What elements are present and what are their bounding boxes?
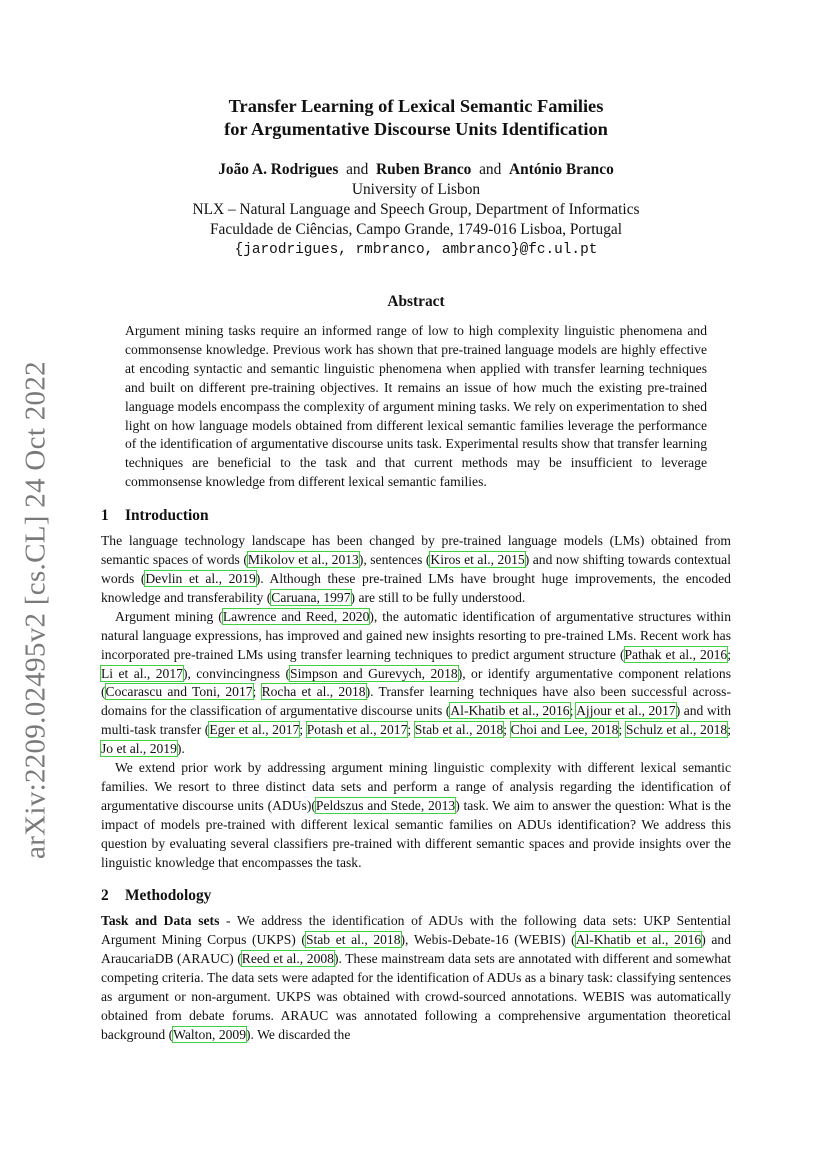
text-run: ; (503, 722, 511, 738)
text-run: ), sentences ( (358, 552, 431, 568)
citation-link[interactable]: Cocarascu and Toni, 2017 (105, 684, 253, 700)
text-run: ; (252, 684, 262, 700)
section-heading-methodology (101, 886, 731, 906)
text-run: ; (727, 646, 731, 662)
citation-link[interactable]: Choi and Lee, 2018 (510, 722, 619, 738)
text-run: ; (299, 722, 307, 738)
author-conjunction-1: and (346, 161, 369, 178)
citation-link[interactable]: Reed et al., 2008 (241, 951, 334, 967)
citation-link[interactable]: Li et al., 2017 (101, 665, 183, 681)
citation-link[interactable]: Rocha et al., 2018 (261, 684, 366, 700)
citation-link[interactable]: Walton, 2009 (173, 1026, 247, 1042)
text-run: ; (727, 722, 731, 738)
abstract-text: Argument mining tasks require an informed range of low to high complexity linguistic phenomena and commonsense knowledge. Previous work has shown that pre-trained language models are highly effective at encoding syntactic and semantic linguistic phenomena when applied with transfer learning techniques and built on different pre-training objectives. It remains an issue of how much the existing pre-trained language models encompass the complexity of argument mining tasks. We rely on experimentation to shed light on how language models obtained from different lexical semantic families leverage the performance of the identification of argumentative discourse units task. Experimental results show that transfer learning techniques are beneficial to the task and that current methods may be insufficient to leverage commonsense knowledge from different lexical semantic families. (125, 323, 707, 490)
arxiv-identifier: arXiv:2209.02495v2 [cs.CL] 24 Oct 2022 (19, 361, 52, 859)
author-2: Ruben Branco (376, 161, 472, 178)
text-run: ), convincingness ( (182, 665, 291, 681)
text-run: ). We discarded the (246, 1026, 351, 1042)
citation-link[interactable]: Mikolov et al., 2013 (247, 552, 359, 568)
citation-link[interactable]: Peldszus and Stede, 2013 (315, 797, 456, 813)
citation-link[interactable]: Kiros et al., 2015 (430, 552, 525, 568)
author-conjunction-2: and (479, 161, 502, 178)
text-run: ) and now shifting towards contextual words ( (101, 552, 731, 586)
citation-link[interactable]: Pathak et al., 2016 (624, 646, 728, 662)
text-run: ). These mainstream data sets are annotated with different and somewhat competing criteria. The data sets were adapted for the identification of ADUs as a binary task: classifying sentences as argument or non-argument. UKPS was obtained with crowd-sourced annotations. WEBIS was automatically obtained from debate forums. ARAUC was annotated following a comprehensive argumentation theoretical background ( (101, 951, 731, 1042)
affiliation-group: NLX – Natural Language and Speech Group, Department of Informatics (192, 201, 640, 218)
citation-link[interactable]: Stab et al., 2018 (414, 722, 504, 738)
text-run: ), or identify argumentative component relations ( (101, 665, 731, 700)
citation-link[interactable]: Caruana, 1997 (271, 589, 351, 605)
section-heading-introduction (101, 506, 731, 526)
text-run: We extend prior work by addressing argument mining linguistic complexity with different lexical semantic families. We resort to three distinct data sets and perform a range of analysis regarding the identification of argumentative discourse units (ADUs)( (101, 760, 731, 813)
author-3: António Branco (509, 161, 614, 178)
intro-paragraph-1 (101, 532, 731, 608)
text-run: ). Although these pre-trained LMs have brought huge improvements, the encoded knowledge and transferability ( (101, 570, 731, 605)
text-run: - We address the identification of ADUs with the following data sets: UKP Sentential Argument Mining Corpus (UKPS) ( (101, 913, 731, 948)
author-list (101, 160, 731, 180)
section-title: Introduction (125, 507, 209, 525)
section-title: Methodology (125, 887, 212, 905)
citation-link[interactable]: Al-Khatib et al., 2016 (575, 932, 702, 948)
citation-link[interactable]: Jo et al., 2019 (101, 741, 177, 757)
intro-paragraph-2 (101, 608, 731, 759)
text-run: ) and with multi-task transfer ( (101, 703, 731, 738)
section-number: 1 (101, 507, 109, 525)
paragraph-lead: Task and Data sets (101, 913, 220, 929)
text-run: ). (176, 741, 185, 757)
text-run: Argument mining ( (115, 608, 223, 624)
citation-link[interactable]: Potash et al., 2017 (306, 722, 408, 738)
text-run: ) and AraucariaDB (ARAUC) ( (101, 932, 731, 967)
paper-title (101, 95, 731, 141)
paper-page (101, 95, 731, 1045)
method-paragraph-1 (101, 912, 731, 1044)
text-run: ). Transfer learning techniques have also been successful across-domains for the classification of argumentative discourse units ( (101, 684, 731, 719)
abstract-heading: Abstract (387, 293, 445, 310)
author-1: João A. Rodrigues (218, 161, 339, 178)
affiliation-address: Faculdade de Ciências, Campo Grande, 1749-016 Lisboa, Portugal (209, 221, 623, 238)
citation-link[interactable]: Schulz et al., 2018 (625, 722, 728, 738)
title-line-2: for Argumentative Discourse Units Identification (224, 119, 608, 139)
intro-paragraph-3 (101, 759, 731, 872)
text-run: ), the automatic identification of argumentative structures within natural language expressions, has improved and gained new insights resorting to pre-trained LMs. Recent work has incorporated pre-trained LMs using transfer learning techniques to predict argument structure ( (101, 608, 732, 662)
citation-link[interactable]: Ajjour et al., 2017 (576, 703, 676, 719)
citation-link[interactable]: Devlin et al., 2019 (145, 570, 256, 586)
text-run: ), Webis-Debate-16 (WEBIS) ( (400, 932, 576, 948)
citation-link[interactable]: Stab et al., 2018 (305, 932, 401, 948)
citation-link[interactable]: Al-Khatib et al., 2016 (450, 703, 570, 719)
text-run: ; (407, 722, 415, 738)
citation-link[interactable]: Eger et al., 2017 (209, 722, 300, 738)
text-run: The language technology landscape has been changed by pre-trained language models (LMs) obtained from semantic spaces of words ( (101, 533, 731, 568)
text-run: ; (618, 722, 626, 738)
citation-link[interactable]: Lawrence and Reed, 2020 (222, 608, 370, 624)
text-run: ) are still to be fully understood. (350, 589, 526, 605)
citation-link[interactable]: Simpson and Gurevych, 2018 (290, 665, 458, 681)
section-number: 2 (101, 887, 109, 905)
title-line-1: Transfer Learning of Lexical Semantic Families (228, 96, 604, 116)
text-run: ; (569, 703, 577, 719)
text-run: ) task. We aim to answer the question: What is the impact of models pre-trained with different lexical semantic families on ADUs identification? We address this question by evaluating several classifiers pre-trained with different semantic spaces and provide insights over the linguistic knowledge that encompasses the task. (101, 797, 731, 870)
author-emails: {jarodrigues, rmbranco, ambranco}@fc.ul.pt (234, 242, 598, 258)
arxiv-sidebar (14, 361, 58, 859)
affiliation-university: University of Lisbon (351, 181, 481, 198)
